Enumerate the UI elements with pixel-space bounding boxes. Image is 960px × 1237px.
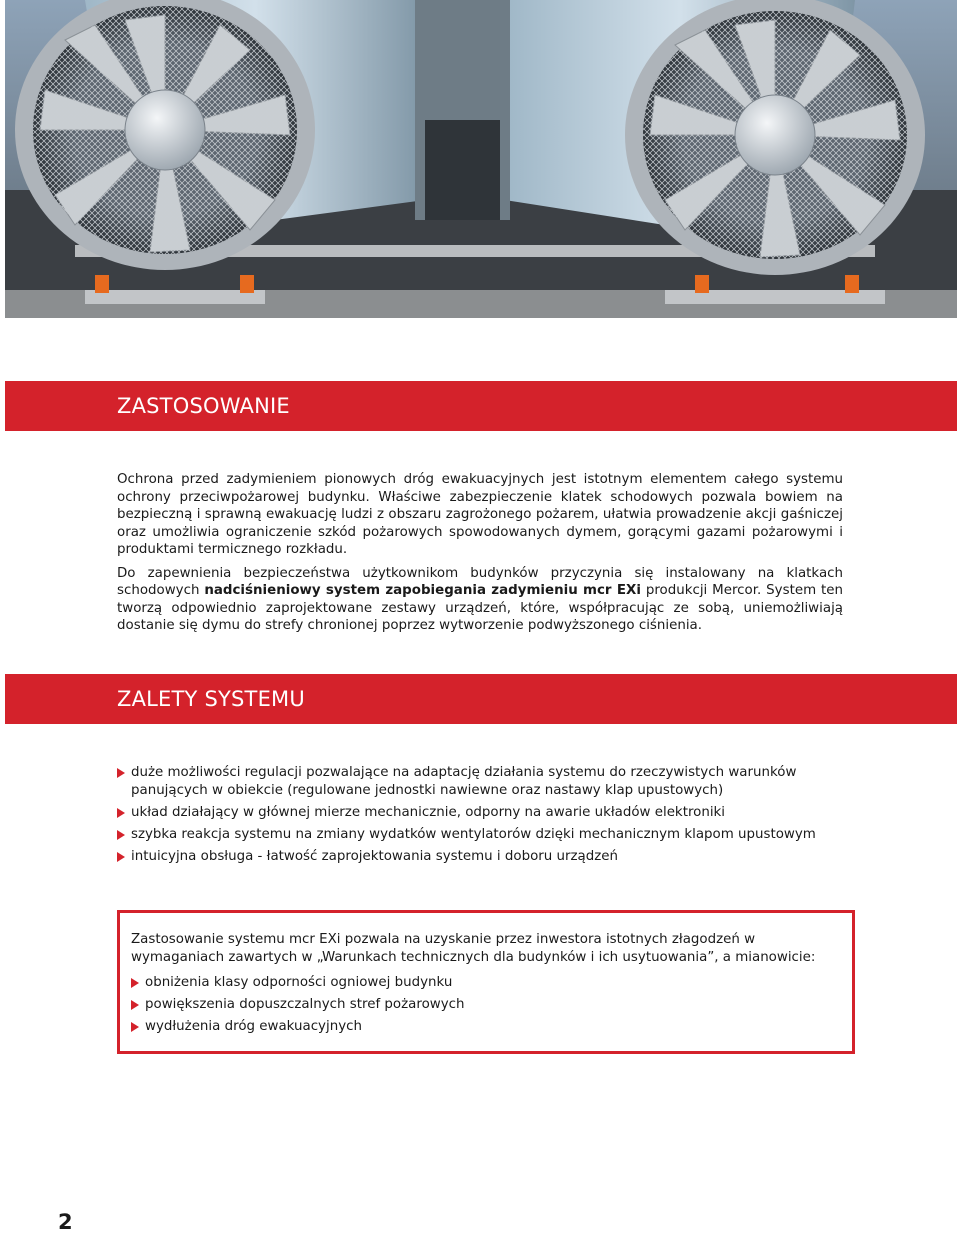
header-photo <box>5 0 957 318</box>
zastosowanie-body <box>117 471 843 641</box>
list-item-text: powiększenia dopuszczalnych stref pożarowych <box>145 997 465 1012</box>
list-item <box>117 764 847 799</box>
list-item <box>117 804 847 822</box>
triangle-bullet-icon <box>117 830 125 840</box>
section-title: ZALETY SYSTEMU <box>117 687 305 711</box>
paragraph-text: produkcji Mercor. System ten tworzą odpowiednio zaprojektowane zestawy urządzeń, które, współpracując ze sobą, uniemożliwiają dostanie się dymu do strefy chronionej poprzez wytworzenie podwyższonego ciśnienia. <box>117 583 843 633</box>
triangle-bullet-icon <box>117 768 125 778</box>
triangle-bullet-icon <box>117 808 125 818</box>
paragraph-text: Do zapewnienia bezpieczeństwa użytkownikom budynków przyczynia się instalowany na klatkach schodowych <box>117 565 843 598</box>
info-box <box>117 910 855 1054</box>
list-item-text: układ działający w głównej mierze mechanicznie, odporny na awarie układów elektroniki <box>131 804 726 820</box>
roof-fans-photo-icon <box>5 0 957 318</box>
box-intro: Zastosowanie systemu mcr EXi pozwala na uzyskanie przez inwestora istotnych złagodzeń w wymaganiach zawartych w „Warunkach technicznych dla budynków i ich usytuowania”, a mianowicie: <box>131 932 816 965</box>
triangle-bullet-icon <box>131 1022 139 1032</box>
triangle-bullet-icon <box>117 852 125 862</box>
list-item <box>131 974 852 992</box>
list-item <box>117 848 847 866</box>
page-number: 2 <box>58 1210 73 1234</box>
section-title: ZASTOSOWANIE <box>117 394 290 418</box>
list-item <box>117 826 847 844</box>
list-item-text: intuicyjna obsługa - łatwość zaprojektowania systemu i doboru urządzeń <box>131 848 618 864</box>
triangle-bullet-icon <box>131 978 139 988</box>
triangle-bullet-icon <box>131 1000 139 1010</box>
paragraph <box>117 565 843 635</box>
list-item-text: szybka reakcja systemu na zmiany wydatków wentylatorów dzięki mechanicznym klapom upustowym <box>131 826 816 842</box>
list-item <box>131 1018 852 1036</box>
section-header-zalety <box>5 674 957 724</box>
paragraph: Ochrona przed zadymieniem pionowych dróg ewakuacyjnych jest istotnym elementem całego systemu ochrony przeciwpożarowej budynku. Właściwe zabezpieczenie klatek schodowych pozwala bowiem na bezpieczną i sprawną ewakuację ludzi z obszaru zagrożonego pożarem, ułatwia prowadzenie akcji gaśniczej oraz umożliwia ograniczenie szkód pożarowych spowodowanych dymem, gorącymi gazami pożarowymi i produktami termicznego rozkładu. <box>117 472 843 557</box>
list-item-text: wydłużenia dróg ewakuacyjnych <box>145 1019 362 1034</box>
list-item-text: obniżenia klasy odporności ogniowej budynku <box>145 975 453 990</box>
benefits-list <box>117 764 847 870</box>
list-item <box>131 996 852 1014</box>
list-item-text: duże możliwości regulacji pozwalające na adaptację działania systemu do rzeczywistych warunków panujących w obiekcie (regulowane jednostki nawiewne oraz nastawy klap upustowych) <box>131 765 797 798</box>
paragraph-bold-text: nadciśnieniowy system zapobiegania zadymieniu mcr EXi <box>204 583 641 598</box>
section-header-zastosowanie <box>5 381 957 431</box>
